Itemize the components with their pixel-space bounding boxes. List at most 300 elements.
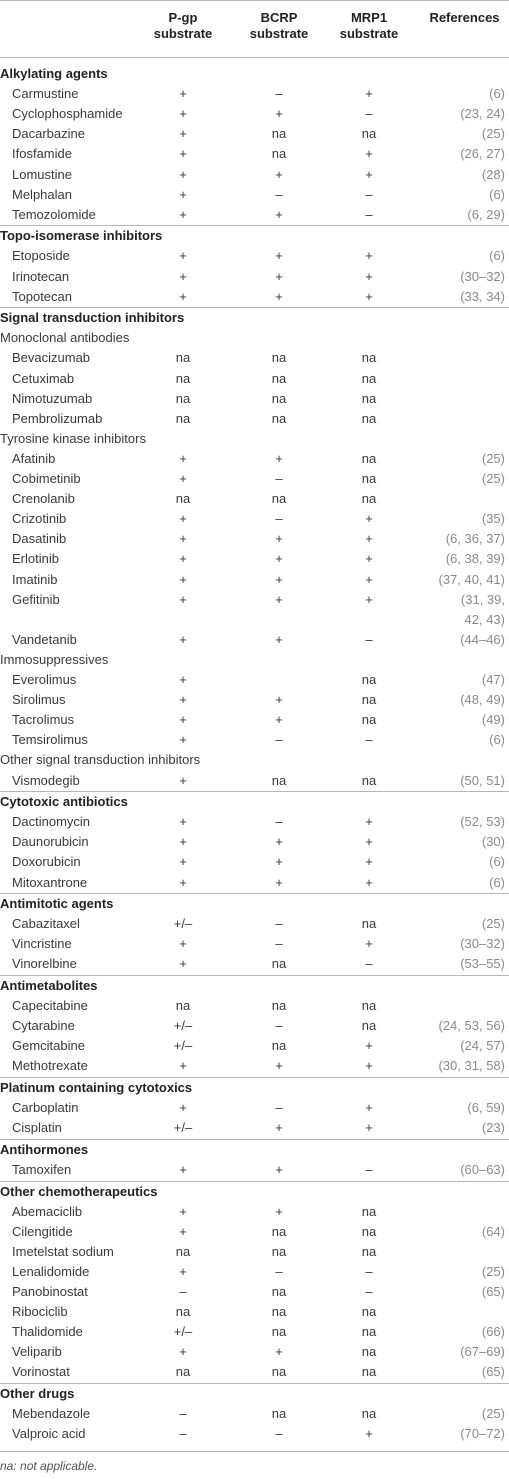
- table-row: [0, 246, 509, 266]
- ref-cell: (31, 39,: [460, 591, 505, 607]
- bcrp-cell: +: [275, 551, 283, 567]
- mrp1-cell: na: [361, 1324, 377, 1340]
- drug-name: Antihormones: [0, 1141, 89, 1157]
- ref-cell: (6): [489, 874, 505, 890]
- mrp1-cell: –: [365, 106, 373, 122]
- pgp-cell: +: [179, 814, 187, 830]
- pgp-cell: na: [175, 491, 191, 507]
- mrp1-cell: +: [365, 571, 373, 587]
- drug-name: Gemcitabine: [12, 1038, 85, 1054]
- table-row: [0, 873, 509, 893]
- pgp-cell: +: [179, 591, 187, 607]
- bcrp-cell: +: [275, 1120, 283, 1136]
- drug-name: Afatinib: [12, 450, 56, 466]
- pgp-cell: +: [179, 1058, 187, 1074]
- drug-name: Imatinib: [12, 571, 58, 587]
- table-row: [0, 812, 509, 832]
- drug-name: Imetelstat sodium: [12, 1243, 114, 1259]
- pgp-cell: +: [179, 1203, 187, 1219]
- table-row: [0, 489, 509, 509]
- pgp-cell: +: [179, 268, 187, 284]
- bcrp-cell: +: [275, 288, 283, 304]
- bcrp-cell: –: [275, 86, 283, 102]
- section-heading: [0, 308, 509, 328]
- mrp1-cell: –: [365, 1284, 373, 1299]
- pgp-cell: +: [179, 288, 187, 304]
- ref-cell: (65): [481, 1364, 505, 1380]
- section-heading: [0, 1182, 509, 1202]
- bcrp-cell: –: [275, 471, 283, 486]
- drug-name: Ifosfamide: [12, 146, 72, 162]
- bcrp-cell: na: [271, 126, 287, 142]
- table-row: [0, 914, 509, 934]
- pgp-cell: +: [179, 1344, 187, 1360]
- table-row: [0, 934, 509, 954]
- drug-name: Carboplatin: [12, 1100, 79, 1116]
- mrp1-cell: +: [365, 1058, 373, 1074]
- bcrp-cell: –: [275, 186, 283, 202]
- section-heading: [0, 894, 509, 914]
- bcrp-cell: –: [275, 814, 283, 830]
- bcrp-cell: –: [275, 1263, 283, 1279]
- pgp-cell: +/–: [173, 1120, 193, 1136]
- drug-name: Bevacizumab: [12, 350, 91, 366]
- bcrp-cell: +: [275, 1344, 283, 1360]
- table-row: [0, 570, 509, 590]
- bcrp-cell: +: [275, 450, 283, 466]
- ref-cell: (6, 36, 37): [445, 531, 505, 547]
- ref-cell: (49): [481, 712, 505, 728]
- drug-name: Lenalidomide: [12, 1263, 90, 1279]
- table-row: [0, 267, 509, 287]
- mrp1-cell: na: [361, 916, 377, 932]
- drug-name: Immosuppressives: [0, 651, 109, 667]
- table-row: [0, 832, 509, 852]
- mrp1-cell: na: [361, 1364, 377, 1380]
- ref-cell: (24, 53, 56): [438, 1018, 505, 1034]
- drug-name: Topotecan: [12, 288, 72, 304]
- pgp-cell: +: [179, 471, 187, 486]
- footnote: na: not applicable.: [0, 1459, 98, 1473]
- bcrp-cell: na: [271, 1284, 287, 1299]
- mrp1-cell: na: [361, 370, 377, 386]
- ref-cell: (47): [481, 672, 505, 687]
- drug-name: Temozolomide: [12, 206, 96, 222]
- section-heading: [0, 792, 509, 812]
- drug-name: Other drugs: [0, 1386, 75, 1401]
- pgp-cell: +: [179, 106, 187, 122]
- bcrp-cell: +: [275, 571, 283, 587]
- table-row: [0, 104, 509, 124]
- header-mrp1: MRP1 substrate: [339, 10, 399, 41]
- ref-cell: (37, 40, 41): [438, 571, 505, 587]
- pgp-cell: +: [179, 186, 187, 202]
- header-pgp: P-gp substrate: [153, 10, 213, 41]
- bcrp-cell: +: [275, 1161, 283, 1177]
- bcrp-cell: –: [275, 511, 283, 527]
- ref-cell: (23): [481, 1120, 505, 1136]
- ref-cell: (6): [489, 86, 505, 102]
- table-row: [0, 1242, 509, 1262]
- pgp-cell: +: [179, 551, 187, 567]
- mrp1-cell: +: [365, 268, 373, 284]
- header-rule: [0, 57, 509, 58]
- mrp1-cell: na: [361, 998, 377, 1014]
- bcrp-cell: +: [275, 166, 283, 182]
- ref-cell: (48, 49): [460, 692, 505, 708]
- drug-name: Doxorubicin: [12, 854, 81, 870]
- ref-cell: (60–63): [460, 1161, 505, 1177]
- ref-cell: (53–55): [460, 956, 505, 972]
- table-row: [0, 690, 509, 710]
- table-row: [0, 1202, 509, 1222]
- mrp1-cell: +: [365, 166, 373, 182]
- bcrp-cell: +: [275, 834, 283, 850]
- table-row: [0, 1424, 509, 1444]
- bcrp-cell: +: [275, 1203, 283, 1219]
- ref-cell: (30–32): [460, 268, 505, 284]
- ref-cell: (64): [481, 1223, 505, 1239]
- mrp1-cell: +: [365, 854, 373, 870]
- bcrp-cell: –: [275, 1426, 283, 1442]
- drug-name: Cytarabine: [12, 1018, 75, 1034]
- mrp1-cell: +: [365, 531, 373, 547]
- drug-name: Vorinostat: [12, 1364, 70, 1380]
- drug-name: Signal transduction inhibitors: [0, 310, 185, 326]
- table-row: [0, 670, 509, 690]
- table-row: [0, 84, 509, 104]
- table-row: [0, 730, 509, 750]
- table-row: [0, 710, 509, 730]
- pgp-cell: +: [179, 692, 187, 708]
- drug-name: Antimetabolites: [0, 978, 98, 993]
- ref-cell: (6): [489, 854, 505, 870]
- pgp-cell: +: [179, 1223, 187, 1239]
- table-row: [0, 348, 509, 368]
- bcrp-cell: na: [271, 1364, 287, 1380]
- mrp1-cell: na: [361, 1203, 377, 1219]
- ref-cell: (44–46): [460, 631, 505, 647]
- pgp-cell: +: [179, 166, 187, 182]
- bcrp-cell: na: [271, 370, 287, 386]
- table-row: [0, 549, 509, 569]
- table-row: [0, 369, 509, 389]
- pgp-cell: +/–: [173, 916, 193, 932]
- table-row: [0, 1404, 509, 1424]
- table-row: [0, 529, 509, 549]
- table-row: [0, 590, 509, 627]
- pgp-cell: +: [179, 206, 187, 222]
- mrp1-cell: +: [365, 288, 373, 304]
- ref-cell: (25): [481, 471, 505, 486]
- bcrp-cell: na: [271, 998, 287, 1014]
- header-references: References: [429, 10, 500, 25]
- table-row: [0, 144, 509, 164]
- pgp-cell: na: [175, 1364, 191, 1380]
- mrp1-cell: +: [365, 834, 373, 850]
- mrp1-cell: na: [361, 450, 377, 466]
- drug-name: Erlotinib: [12, 551, 59, 567]
- mrp1-cell: na: [361, 350, 377, 366]
- mrp1-cell: na: [361, 1018, 377, 1034]
- drug-name: Daunorubicin: [12, 834, 89, 850]
- mrp1-cell: –: [365, 631, 373, 647]
- pgp-cell: +: [179, 874, 187, 890]
- section-heading: [0, 226, 509, 246]
- drug-name: Everolimus: [12, 672, 77, 687]
- table-row: [0, 771, 509, 791]
- table-row: [0, 852, 509, 872]
- table-row: [0, 1362, 509, 1382]
- bcrp-cell: na: [271, 491, 287, 507]
- table-row: [0, 124, 509, 144]
- mrp1-cell: +: [365, 814, 373, 830]
- mrp1-cell: na: [361, 491, 377, 507]
- drug-name: Cisplatin: [12, 1120, 62, 1136]
- drug-name: Monoclonal antibodies: [0, 330, 130, 346]
- pgp-cell: +: [179, 956, 187, 972]
- bcrp-cell: +: [275, 631, 283, 647]
- drug-name: Irinotecan: [12, 268, 70, 284]
- table-row: [0, 185, 509, 205]
- pgp-cell: +/–: [173, 1038, 193, 1054]
- subgroup-heading: [0, 328, 509, 348]
- drug-name: Crizotinib: [12, 511, 67, 527]
- table-row: [0, 1342, 509, 1362]
- table-row: [0, 1118, 509, 1138]
- drug-name: Antimitotic agents: [0, 896, 114, 912]
- pgp-cell: +: [179, 450, 187, 466]
- bcrp-cell: na: [271, 1038, 287, 1054]
- section-heading: [0, 1078, 509, 1098]
- pgp-cell: na: [175, 998, 191, 1014]
- bcrp-cell: +: [275, 106, 283, 122]
- mrp1-cell: na: [361, 126, 377, 142]
- section-heading: [0, 976, 509, 996]
- drug-name: Dactinomycin: [12, 814, 91, 830]
- drug-name: Vismodegib: [12, 772, 80, 788]
- drug-name: Tamoxifen: [12, 1161, 72, 1177]
- mrp1-cell: na: [361, 1243, 377, 1259]
- ref-cell: (25): [481, 1406, 505, 1422]
- bcrp-cell: –: [275, 1018, 283, 1034]
- pgp-cell: +: [179, 86, 187, 102]
- ref-cell: (66): [481, 1324, 505, 1340]
- bcrp-cell: –: [275, 1100, 283, 1116]
- mrp1-cell: na: [361, 1406, 377, 1422]
- drug-name: Nimotuzumab: [12, 390, 93, 406]
- table-row: [0, 1036, 509, 1056]
- section-heading: [0, 1384, 509, 1404]
- drug-name: Cetuximab: [12, 370, 75, 386]
- drug-name: Vandetanib: [12, 631, 77, 647]
- pgp-cell: na: [175, 1243, 191, 1259]
- pgp-cell: +: [179, 672, 187, 687]
- pgp-cell: +: [179, 631, 187, 647]
- mrp1-cell: –: [365, 186, 373, 202]
- ref-cell-continued: 42, 43): [464, 611, 505, 627]
- ref-cell: (50, 51): [460, 772, 505, 788]
- ref-cell: (26, 27): [460, 146, 505, 162]
- mrp1-cell: na: [361, 1223, 377, 1239]
- bcrp-cell: +: [275, 874, 283, 890]
- drug-name: Mebendazole: [12, 1406, 91, 1422]
- table-row: [0, 996, 509, 1016]
- drug-name: Methotrexate: [12, 1058, 88, 1074]
- pgp-cell: +: [179, 1263, 187, 1279]
- subgroup-heading: [0, 650, 509, 670]
- drug-name: Other chemotherapeutics: [0, 1183, 158, 1199]
- drug-name: Melphalan: [12, 186, 72, 202]
- drug-name: Cyclophosphamide: [12, 106, 123, 122]
- ref-cell: (6): [489, 248, 505, 264]
- bcrp-cell: –: [275, 936, 283, 952]
- ref-cell: (25): [481, 450, 505, 466]
- ref-cell: (52, 53): [460, 814, 505, 830]
- drug-name: Vinorelbine: [12, 956, 77, 972]
- table-row: [0, 1262, 509, 1282]
- pgp-cell: +: [179, 571, 187, 587]
- subgroup-heading: [0, 429, 509, 449]
- table-row: [0, 1098, 509, 1118]
- mrp1-cell: +: [365, 248, 373, 264]
- mrp1-cell: +: [365, 1100, 373, 1116]
- pgp-cell: +: [179, 854, 187, 870]
- drug-name: Alkylating agents: [0, 66, 108, 81]
- pgp-cell: na: [175, 350, 191, 366]
- bcrp-cell: na: [271, 1243, 287, 1259]
- table-row: [0, 1056, 509, 1076]
- drug-name: Panobinostat: [12, 1284, 88, 1299]
- drug-name: Temsirolimus: [12, 732, 88, 748]
- mrp1-cell: +: [365, 1038, 373, 1054]
- ref-cell: (30): [481, 834, 505, 850]
- mrp1-cell: na: [361, 1304, 377, 1320]
- bcrp-cell: na: [271, 956, 287, 972]
- mrp1-cell: –: [365, 1263, 373, 1279]
- mrp1-cell: na: [361, 672, 377, 687]
- pgp-cell: na: [175, 390, 191, 406]
- drug-name: Dacarbazine: [12, 126, 85, 142]
- table-row: [0, 509, 509, 529]
- drug-name: Tyrosine kinase inhibitors: [0, 430, 146, 446]
- pgp-cell: +: [179, 1100, 187, 1116]
- bcrp-cell: +: [275, 531, 283, 547]
- drug-name: Capecitabine: [12, 998, 88, 1014]
- pgp-cell: na: [175, 410, 191, 426]
- table-row: [0, 287, 509, 307]
- mrp1-cell: +: [365, 874, 373, 890]
- section-heading: [0, 64, 509, 84]
- mrp1-cell: –: [365, 956, 373, 972]
- bcrp-cell: na: [271, 1406, 287, 1422]
- drug-name: Crenolanib: [12, 491, 75, 507]
- table-row: [0, 1282, 509, 1302]
- table-row: [0, 1322, 509, 1342]
- mrp1-cell: +: [365, 86, 373, 102]
- pgp-cell: +: [179, 146, 187, 162]
- pgp-cell: –: [179, 1426, 187, 1442]
- mrp1-cell: +: [365, 936, 373, 952]
- bcrp-cell: –: [275, 916, 283, 932]
- drug-name: Veliparib: [12, 1344, 62, 1360]
- pgp-cell: +: [179, 834, 187, 850]
- drug-name: Etoposide: [12, 248, 70, 264]
- drug-name: Cilengitide: [12, 1223, 73, 1239]
- bcrp-cell: na: [271, 1304, 287, 1320]
- drug-name: Dasatinib: [12, 531, 67, 547]
- bcrp-cell: +: [275, 712, 283, 728]
- section-heading: [0, 1140, 509, 1160]
- table-row: [0, 205, 509, 225]
- bcrp-cell: +: [275, 1058, 283, 1074]
- pgp-cell: +: [179, 126, 187, 142]
- ref-cell: (35): [481, 511, 505, 527]
- ref-cell: (24, 57): [460, 1038, 505, 1054]
- pgp-cell: +: [179, 772, 187, 788]
- table-row: [0, 630, 509, 650]
- ref-cell: (30, 31, 58): [438, 1058, 505, 1074]
- bcrp-cell: na: [271, 1324, 287, 1340]
- pgp-cell: +: [179, 1161, 187, 1177]
- bcrp-cell: +: [275, 248, 283, 264]
- pgp-cell: –: [179, 1284, 187, 1299]
- ref-cell: (25): [481, 126, 505, 142]
- bcrp-cell: na: [271, 1223, 287, 1239]
- mrp1-cell: +: [365, 146, 373, 162]
- drug-name: Vincristine: [12, 936, 72, 952]
- drug-name: Cabazitaxel: [12, 916, 80, 932]
- top-rule: [0, 0, 509, 1]
- drug-name: Other signal transduction inhibitors: [0, 752, 201, 768]
- ref-cell: (67–69): [460, 1344, 505, 1360]
- drug-name: Valproic acid: [12, 1426, 86, 1442]
- pgp-cell: +: [179, 531, 187, 547]
- mrp1-cell: +: [365, 511, 373, 527]
- drug-name: Abemaciclib: [12, 1203, 83, 1219]
- drug-name: Tacrolimus: [12, 712, 75, 728]
- drug-name: Platinum containing cytotoxics: [0, 1080, 193, 1095]
- table-row: [0, 389, 509, 409]
- table-row: [0, 1016, 509, 1036]
- table-row: [0, 954, 509, 974]
- pgp-cell: +: [179, 712, 187, 728]
- bcrp-cell: +: [275, 591, 283, 607]
- pgp-cell: +: [179, 511, 187, 527]
- mrp1-cell: –: [365, 732, 373, 748]
- pgp-cell: +/–: [173, 1324, 193, 1340]
- pgp-cell: +: [179, 936, 187, 952]
- table-row: [0, 449, 509, 469]
- drug-name: Gefitinib: [12, 591, 60, 607]
- bcrp-cell: na: [271, 772, 287, 788]
- pgp-cell: –: [179, 1406, 187, 1422]
- ref-cell: (23, 24): [460, 106, 505, 122]
- bcrp-cell: na: [271, 146, 287, 162]
- drug-name: Cobimetinib: [12, 471, 81, 486]
- mrp1-cell: –: [365, 206, 373, 222]
- drug-name: Thalidomide: [12, 1324, 83, 1340]
- table-row: [0, 409, 509, 429]
- table-row: [0, 1222, 509, 1242]
- bcrp-cell: na: [271, 410, 287, 426]
- bcrp-cell: +: [275, 268, 283, 284]
- ref-cell: (30–32): [460, 936, 505, 952]
- mrp1-cell: na: [361, 1344, 377, 1360]
- drug-name: Cytotoxic antibiotics: [0, 794, 128, 810]
- drug-name: Topo-isomerase inhibitors: [0, 228, 163, 244]
- subgroup-heading: [0, 750, 509, 770]
